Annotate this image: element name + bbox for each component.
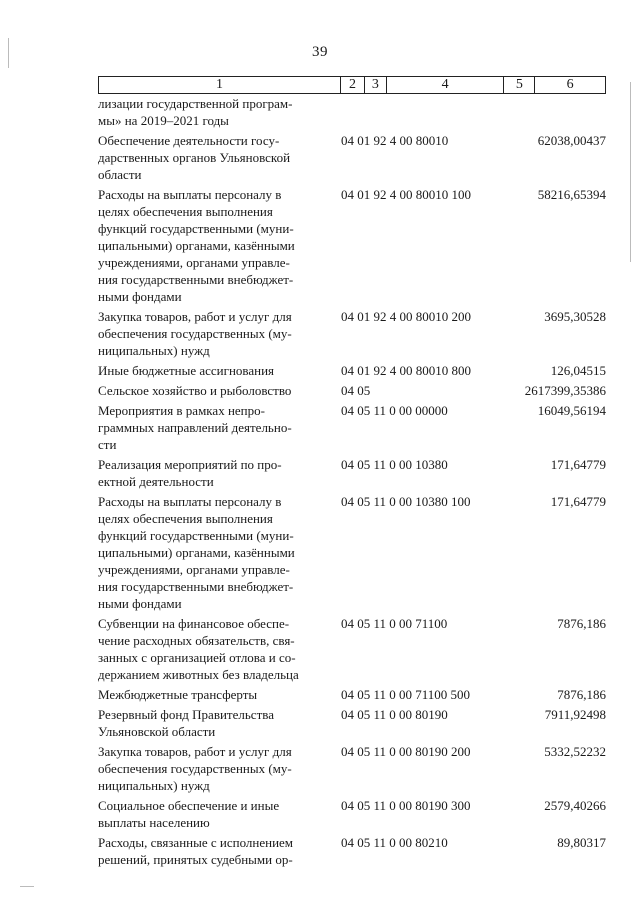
row-code xyxy=(341,95,507,129)
row-amount: 2579,40266 xyxy=(544,798,606,813)
row-name: Закупка товаров, работ и услуг для обеспечения государственных (му- ниципальных) нужд xyxy=(98,744,292,793)
header-col-4: 4 xyxy=(387,77,505,93)
row-name: Социальное обеспечение и иные выплаты населению xyxy=(98,798,280,830)
table-row xyxy=(98,382,606,399)
row-code: 04 05 11 0 00 71100 500 xyxy=(341,687,471,702)
table-row xyxy=(98,743,606,794)
header-col-5: 5 xyxy=(504,77,535,93)
row-amount: 7876,186 xyxy=(557,616,606,631)
row-code: 04 01 92 4 00 80010 800 xyxy=(341,363,471,378)
row-name: Субвенции на финансовое обеспе- чение расходных обязательств, свя- занных с организацией отлова и со- держанием животных без владельца xyxy=(98,616,299,682)
row-code: 04 05 11 0 00 80190 200 xyxy=(341,744,471,759)
row-amount: 3695,30528 xyxy=(544,309,606,324)
table-row xyxy=(98,493,606,612)
table-row xyxy=(98,402,606,453)
row-amount: 89,80317 xyxy=(557,835,606,850)
row-amount: 58216,65394 xyxy=(537,187,606,202)
table-row xyxy=(98,686,606,703)
row-amount: 7876,186 xyxy=(557,687,606,702)
row-amount: 62038,00437 xyxy=(537,133,606,148)
row-name: Иные бюджетные ассигнования xyxy=(98,363,275,378)
header-col-2: 2 xyxy=(341,77,365,93)
row-name: Сельское хозяйство и рыболовство xyxy=(98,383,292,398)
row-name: Расходы на выплаты персоналу в целях обеспечения выполнения функций государственными (муни- ципальными) органами, казёнными учреждениями, органами управле- ния государственными внебюджет- ными фондами xyxy=(98,187,295,304)
table-row xyxy=(98,186,606,305)
table-row xyxy=(98,308,606,359)
table-row xyxy=(98,615,606,683)
table-row xyxy=(98,362,606,379)
row-name: Резервный фонд Правительства Ульяновской области xyxy=(98,707,274,739)
scan-mark xyxy=(20,886,34,887)
row-code: 04 05 11 0 00 80210 xyxy=(341,835,448,850)
row-code: 04 05 11 0 00 10380 xyxy=(341,457,448,472)
row-amount: 2617399,35386 xyxy=(524,383,606,398)
row-code: 04 05 11 0 00 10380 100 xyxy=(341,494,471,509)
row-amount: 171,64779 xyxy=(550,457,606,472)
row-amount: 5332,52232 xyxy=(544,744,606,759)
row-amount: 7911,92498 xyxy=(544,707,606,722)
table-row xyxy=(98,132,606,183)
table-header xyxy=(98,76,606,94)
row-code: 04 05 11 0 00 71100 xyxy=(341,616,448,631)
row-amount: 126,04515 xyxy=(550,363,606,378)
table-row xyxy=(98,797,606,831)
header-col-3: 3 xyxy=(365,77,387,93)
row-amount xyxy=(507,95,606,129)
row-name: Межбюджетные трансферты xyxy=(98,687,258,702)
row-code: 04 05 xyxy=(341,383,371,398)
table-row xyxy=(98,706,606,740)
header-col-6: 6 xyxy=(566,77,574,92)
table-row xyxy=(98,95,606,129)
row-name: Расходы на выплаты персоналу в целях обеспечения выполнения функций государственными (муни- ципальными) органами, казёнными учреждениями, органами управле- ния государственными внебюджет- ными фондами xyxy=(98,494,295,611)
table-row xyxy=(98,456,606,490)
row-code: 04 05 11 0 00 80190 300 xyxy=(341,798,471,813)
row-code: 04 01 92 4 00 80010 200 xyxy=(341,309,471,324)
row-name: Реализация мероприятий по про- ектной деятельности xyxy=(98,457,282,489)
budget-table xyxy=(98,76,606,871)
scan-mark xyxy=(8,38,9,68)
scan-mark xyxy=(630,82,631,262)
header-col-1: 1 xyxy=(99,77,341,93)
row-code: 04 01 92 4 00 80010 100 xyxy=(341,187,471,202)
table-row xyxy=(98,834,606,868)
row-amount: 16049,56194 xyxy=(537,403,606,418)
row-name: Обеспечение деятельности госу- дарственных органов Ульяновской области xyxy=(98,133,291,182)
row-amount: 171,64779 xyxy=(550,494,606,509)
table-body xyxy=(98,95,606,868)
page-number: 39 xyxy=(312,44,328,60)
row-name: Мероприятия в рамках непро- граммных направлений деятельно- сти xyxy=(98,403,292,452)
row-code: 04 05 11 0 00 00000 xyxy=(341,403,448,418)
row-code: 04 01 92 4 00 80010 xyxy=(341,133,449,148)
row-code: 04 05 11 0 00 80190 xyxy=(341,707,448,722)
row-name: Расходы, связанные с исполнением решений, принятых судебными ор- xyxy=(98,835,294,867)
row-name: лизации государственной програм- мы» на 2019–2021 годы xyxy=(98,96,293,128)
row-name: Закупка товаров, работ и услуг для обеспечения государственных (му- ниципальных) нужд xyxy=(98,309,292,358)
